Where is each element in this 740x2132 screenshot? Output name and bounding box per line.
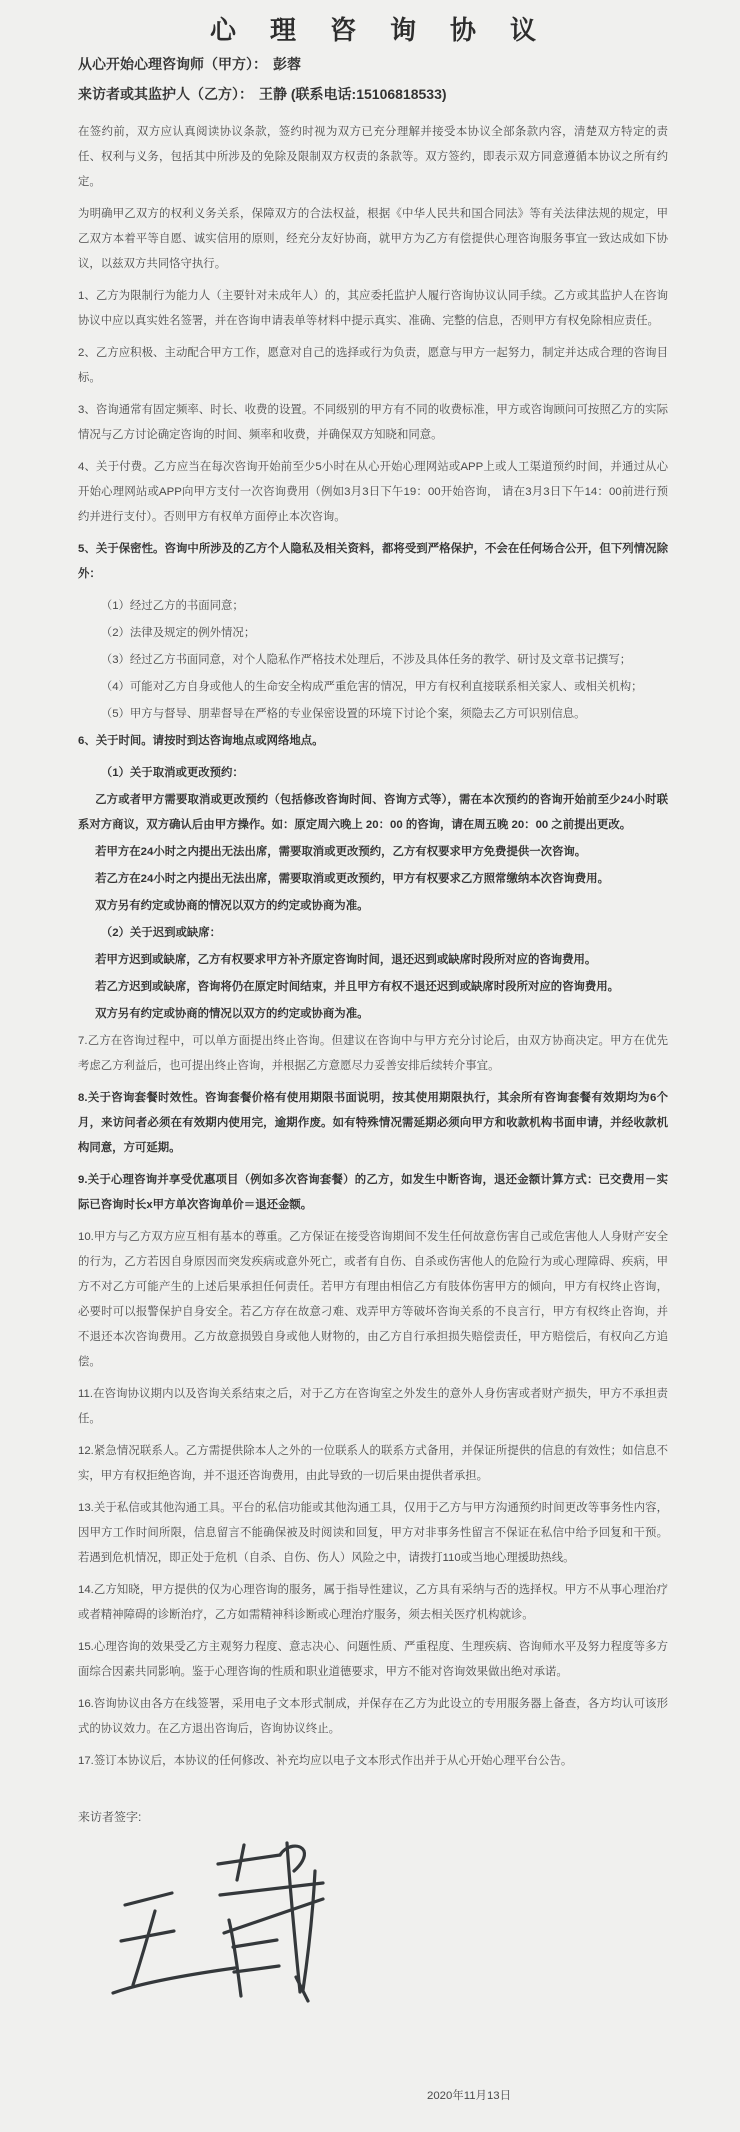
agreement-paragraph: 7.乙方在咨询过程中，可以单方面提出终止咨询。但建议在咨询中与甲方充分讨论后，由双方协商决定。甲方在优先考虑乙方利益后，也可提出终止咨询，并根据乙方意愿尽力妥善安排后续转介事宜。	[78, 1035, 668, 1072]
signature-drawing	[90, 1841, 330, 2006]
agreement-paragraph: 13.关于私信或其他沟通工具。平台的私信功能或其他沟通工具，仅用于乙方与甲方沟通预约时间更改等事务性内容，因甲方工作时间所限，信息留言不能确保被及时阅读和回复，甲方对非事务性留言不保证在私信中给予回复和干预。若遇到危机情况，即正处于危机（自杀、自伤、伤人）风险之中，请拨打110或当地心理援助热线。	[78, 1502, 668, 1564]
agreement-paragraph: 双方另有约定或协商的情况以双方的约定或协商为准。	[95, 900, 369, 912]
agreement-paragraph: 10.甲方与乙方双方应互相有基本的尊重。乙方保证在接受咨询期间不发生任何故意伤害自己或危害他人人身财产安全的行为，乙方若因自身原因而突发疾病或意外死亡，或者有自伤、自杀或伤害他人的危险行为或心理障碍、疾病，甲方不对乙方可能产生的上述后果承担任何责任。若甲方有理由相信乙方有肢体伤害甲方的倾向，甲方有权终止咨询，必要时可以报警保护自身安全。若乙方存在故意刁难、戏弄甲方等破坏咨询关系的不良言行，甲方有权终止咨询，并不退还本次咨询费用。乙方故意损毁自身或他人财物的，由乙方自行承担损失赔偿责任，甲方赔偿后，有权向乙方追偿。	[78, 1231, 668, 1368]
agreement-paragraph: 双方另有约定或协商的情况以双方的约定或协商为准。	[95, 1008, 369, 1020]
agreement-paragraph: 乙方或者甲方需要取消或更改预约（包括修改咨询时间、咨询方式等），需在本次预约的咨询开始前至少24小时联系对方商议，双方确认后由甲方操作。如：原定周六晚上 20：00 的咨询，请在周五晚 20：00 之前提出更改。	[78, 794, 668, 831]
agreement-paragraph: （1）经过乙方的书面同意；	[100, 600, 244, 612]
party-b-line	[78, 84, 668, 104]
agreement-paragraph: 5、关于保密性。咨询中所涉及的乙方个人隐私及相关资料，都将受到严格保护，不会在任何场合公开，但下列情况除外：	[78, 543, 668, 580]
agreement-paragraph: 若甲方在24小时之内提出无法出席，需要取消或更改预约，乙方有权要求甲方免费提供一次咨询。	[95, 846, 587, 858]
agreement-paragraph: （2）法律及规定的例外情况；	[100, 627, 256, 639]
agreement-paragraph: 为明确甲乙双方的权利义务关系，保障双方的合法权益，根据《中华人民共和国合同法》等有关法律法规的规定，甲乙双方本着平等自愿、诚实信用的原则，经充分友好协商，就甲方为乙方有偿提供心理咨询服务事宜一致达成如下协议，以兹双方共同恪守执行。	[78, 208, 668, 270]
agreement-paragraph: （4）可能对乙方自身或他人的生命安全构成严重危害的情况，甲方有权利直接联系相关家人、或相关机构；	[100, 681, 643, 693]
agreement-paragraph: 12.紧急情况联系人。乙方需提供除本人之外的一位联系人的联系方式备用，并保证所提供的信息的有效性；如信息不实，甲方有权拒绝咨询，并不退还咨询费用，由此导致的一切后果由提供者承担。	[78, 1445, 668, 1482]
agreement-paragraph: 若乙方迟到或缺席，咨询将仍在原定时间结束，并且甲方有权不退还迟到或缺席时段所对应的咨询费用。	[95, 981, 620, 993]
agreement-paragraph: 若甲方迟到或缺席，乙方有权要求甲方补齐原定咨询时间，退还迟到或缺席时段所对应的咨询费用。	[95, 954, 597, 966]
agreement-paragraph: 11.在咨询协议期内以及咨询关系结束之后，对于乙方在咨询室之外发生的意外人身伤害或者财产损失，甲方不承担责任。	[78, 1388, 668, 1425]
agreement-date: 2020年11月13日	[427, 2090, 512, 2102]
agreement-paragraph: 6、关于时间。请按时到达咨询地点或网络地点。	[78, 735, 324, 747]
agreement-paragraph: （5）甲方与督导、朋辈督导在严格的专业保密设置的环境下讨论个案，须隐去乙方可识别信息。	[100, 708, 586, 720]
agreement-paragraph: （2）关于迟到或缺席：	[100, 927, 222, 939]
agreement-paragraph: 15.心理咨询的效果受乙方主观努力程度、意志决心、问题性质、严重程度、生理疾病、咨询师水平及努力程度等多方面综合因素共同影响。鉴于心理咨询的性质和职业道德要求，甲方不能对咨询效果做出绝对承诺。	[78, 1641, 668, 1678]
agreement-paragraph: 在签约前，双方应认真阅读协议条款，签约时视为双方已充分理解并接受本协议全部条款内容，清楚双方特定的责任、权利与义务，包括其中所涉及的免除及限制双方权责的条款等。双方签约，即表示双方同意遵循本协议之所有约定。	[78, 126, 668, 188]
agreement-paragraph: 9.关于心理咨询并享受优惠项目（例如多次咨询套餐）的乙方，如发生中断咨询，退还金额计算方式：已交费用－实际已咨询时长x甲方单次咨询单价＝退还金额。	[78, 1174, 668, 1211]
agreement-paragraph: （3）经过乙方书面同意，对个人隐私作严格技术处理后，不涉及具体任务的教学、研讨及文章书记撰写；	[100, 654, 632, 666]
agreement-paragraph: 1、乙方为限制行为能力人（主要针对未成年人）的，其应委托监护人履行咨询协议认同手续。乙方或其监护人在咨询协议中应以真实姓名签署，并在咨询申请表单等材料中提示真实、准确、完整的信息，否则甲方有权免除相应责任。	[78, 290, 668, 327]
party-b-label: 来访者或其监护人（乙方）：	[78, 86, 253, 102]
agreement-paragraph: 16.咨询协议由各方在线签署，采用电子文本形式制成，并保存在乙方为此设立的专用服务器上备查，各方均认可该形式的协议效力。在乙方退出咨询后，咨询协议终止。	[78, 1698, 668, 1735]
party-b-name: 王静 (联系电话:15106818533)	[259, 86, 447, 102]
party-a-label: 从心开始心理咨询师（甲方）：	[78, 56, 267, 72]
agreement-paragraph: 4、关于付费。乙方应当在每次咨询开始前至少5小时在从心开始心理网站或APP上或人工渠道预约时间，并通过从心开始心理网站或APP向甲方支付一次咨询费用（例如3月3日下午19：00开始咨询， 请在3月3日下午14：00前进行预约并进行支付）。否则甲方有权单方面停止本次咨询。	[78, 461, 668, 523]
agreement-paragraph: 3、咨询通常有固定频率、时长、收费的设置。不同级别的甲方有不同的收费标准，甲方或咨询顾问可按照乙方的实际情况与乙方讨论确定咨询的时间、频率和收费，并确保双方知晓和同意。	[78, 404, 668, 441]
agreement-paragraph: 17.签订本协议后，本协议的任何修改、补充均应以电子文本形式作出并于从心开始心理平台公告。	[78, 1755, 573, 1767]
party-a-name: 彭蓉	[273, 56, 301, 72]
agreement-paragraph: （1）关于取消或更改预约：	[100, 767, 244, 779]
agreement-paragraph: 14.乙方知晓，甲方提供的仅为心理咨询的服务，属于指导性建议，乙方具有采纳与否的选择权。甲方不从事心理治疗或者精神障碍的诊断治疗，乙方如需精神科诊断或心理治疗服务，须去相关医疗机构就诊。	[78, 1584, 668, 1621]
page-title: 心理咨询协议	[209, 15, 570, 45]
visitor-signature-label: 来访者签字:	[78, 1810, 142, 1824]
agreement-paragraph: 2、乙方应积极、主动配合甲方工作，愿意对自己的选择或行为负责，愿意与甲方一起努力，制定并达成合理的咨询目标。	[78, 347, 668, 384]
clauses	[78, 120, 668, 1774]
agreement-paragraph: 若乙方在24小时之内提出无法出席，需要取消或更改预约，甲方有权要求乙方照常缴纳本次咨询费用。	[95, 873, 609, 885]
signature-strokes-svg	[90, 1841, 330, 2006]
party-a-line	[78, 54, 668, 74]
agreement-paragraph: 8.关于咨询套餐时效性。咨询套餐价格有使用期限书面说明，按其使用期限执行，其余所有咨询套餐有效期均为6个月，来访问者必须在有效期内使用完，逾期作废。如有特殊情况需延期必须向甲方和收款机构书面申请，并经收款机构同意，方可延期。	[78, 1092, 668, 1154]
